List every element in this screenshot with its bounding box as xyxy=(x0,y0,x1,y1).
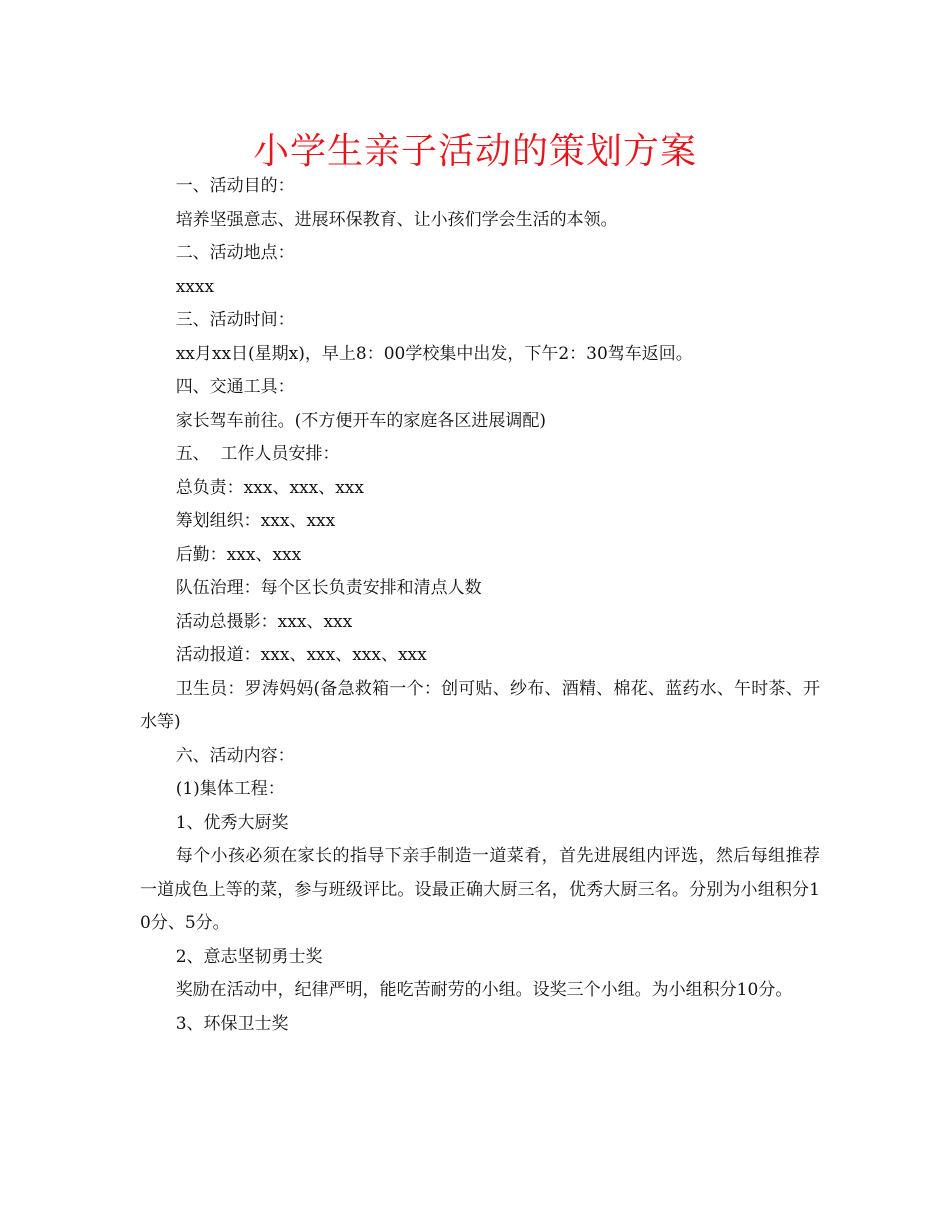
item-heading-chef: 1、优秀大厨奖 xyxy=(175,812,289,833)
section-heading-location: 二、活动地点： xyxy=(175,243,295,263)
paragraph-staff-team: 队伍治理：每个区长负责安排和清点人数 xyxy=(175,578,482,598)
subsection-heading-group: (1)集体工程： xyxy=(175,779,285,799)
paragraph-staff-photo: 活动总摄影：xxx、xxx xyxy=(175,611,353,632)
item-heading-warrior: 2、意志坚韧勇士奖 xyxy=(175,946,323,967)
paragraph-time: xx月xx日(星期x)，早上8：00学校集中出发，下午2：30驾车返回。 xyxy=(175,343,693,364)
paragraph-staff-logistics: 后勤：xxx、xxx xyxy=(175,544,302,565)
section-heading-purpose: 一、活动目的： xyxy=(175,176,295,196)
paragraph-location: xxxx xyxy=(175,276,215,297)
paragraph-staff-report: 活动报道：xxx、xxx、xxx、xxx xyxy=(175,645,427,665)
item-heading-eco: 3、环保卫士奖 xyxy=(175,1013,289,1034)
document-title: 小学生亲子活动的策划方案 xyxy=(252,131,697,172)
paragraph-transport: 家长驾车前往。(不方便开车的家庭各区进展调配) xyxy=(175,410,546,431)
section-heading-time: 三、活动时间： xyxy=(175,310,295,330)
paragraph-warrior: 奖励在活动中，纪律严明，能吃苦耐劳的小组。设奖三个小组。为小组积分10分。 xyxy=(175,980,793,1000)
section-heading-staff: 五、 工作人员安排： xyxy=(175,444,340,464)
paragraph-staff-medic: 卫生员：罗涛妈妈(备急救箱一个：创可贴、纱布、酒精、棉花、蓝药水、午时茶、开水等) xyxy=(140,678,820,732)
paragraph-staff-lead: 总负责：xxx、xxx、xxx xyxy=(175,477,364,498)
paragraph-chef: 每个小孩必须在家长的指导下亲手制造一道菜肴，首先进展组内评选，然后每组推荐一道成色上等的菜，参与班级评比。设最正确大厨三名，优秀大厨三名。分别为小组积分10分、5分。 xyxy=(140,846,820,933)
paragraph-purpose: 培养坚强意志、进展环保教育、让小孩们学会生活的本领。 xyxy=(175,209,618,230)
section-heading-content: 六、活动内容： xyxy=(175,745,295,766)
section-heading-transport: 四、交通工具： xyxy=(175,377,295,397)
paragraph-staff-organize: 筹划组织：xxx、xxx xyxy=(175,511,336,531)
document-body xyxy=(140,170,820,1041)
